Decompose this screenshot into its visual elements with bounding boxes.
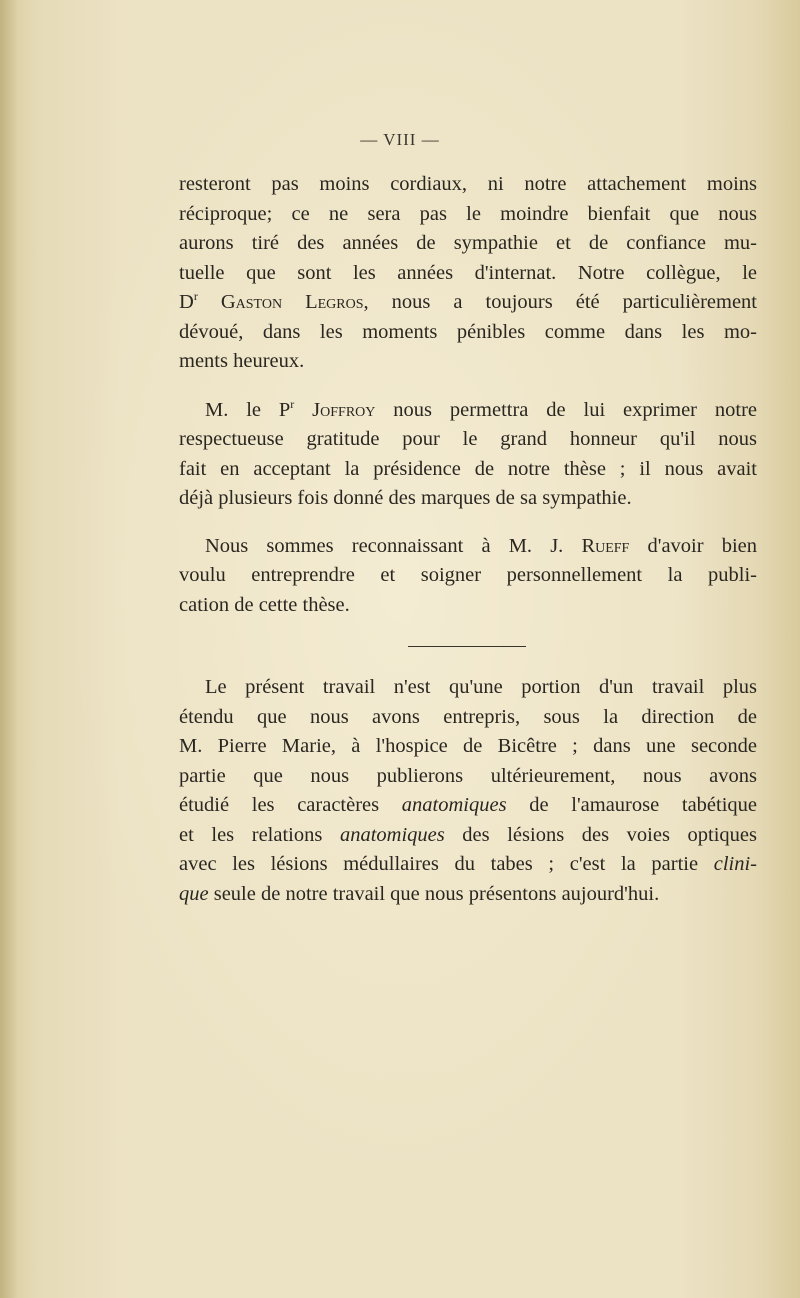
text-fragment: nous permettra de lui exprimer notre <box>375 398 757 421</box>
text-fragment: M. le P <box>205 398 291 421</box>
text-line <box>179 821 757 851</box>
text-line: respectueuse gratitude pour le grand honneur qu'il nous <box>179 428 757 450</box>
text-line: resteront pas moins cordiaux, ni notre attachement moins <box>179 173 757 195</box>
text-line: cation de cette thèse. <box>179 593 350 616</box>
title-abbrev: D <box>179 291 194 313</box>
italic-text: anatomiques <box>401 794 507 816</box>
text-fragment: avec les lésions médullaires du tabes ; c'est la partie <box>179 853 714 875</box>
paragraph-acknowledgement-rueff <box>179 532 757 621</box>
text-body <box>179 170 757 909</box>
text-line: Le présent travail n'est qu'une portion d'un travail plus <box>205 676 757 698</box>
page-number: — VIII — <box>360 130 440 149</box>
text-fragment: étudié les caractères <box>179 794 402 816</box>
text-fragment: Nous sommes reconnaissant à M. J. <box>205 534 582 557</box>
text-line: dévoué, dans les moments pénibles comme dans les mo- <box>179 320 757 343</box>
text-line: tuelle que sont les années d'internat. Notre collègue, le <box>179 261 757 284</box>
person-name: Rueff <box>581 534 630 557</box>
title-superscript: r <box>290 396 295 411</box>
text-fragment: des lésions des voies optiques <box>444 823 758 846</box>
paragraph-work-description <box>179 673 757 909</box>
text-line: partie que nous publierons ultérieurement, nous avons <box>179 764 757 787</box>
person-name: Joffroy <box>312 398 376 421</box>
text-line: fait en acceptant la présidence de notre thèse ; il nous avait <box>179 457 757 480</box>
text-line: déjà plusieurs fois donné des marques de sa sympathie. <box>179 487 632 509</box>
italic-text: anatomiques <box>339 823 445 846</box>
italic-text: clini- <box>713 853 757 875</box>
italic-text: que <box>179 882 209 905</box>
text-line <box>179 288 757 318</box>
text-line: voulu entreprendre et soigner personnellement la publi- <box>179 564 757 586</box>
title-superscript: r <box>193 289 198 303</box>
text-line <box>179 880 757 910</box>
text-line <box>179 396 757 426</box>
text-line: M. Pierre Marie, à l'hospice de Bicêtre ; dans une seconde <box>179 735 757 757</box>
text-line: ments heureux. <box>179 350 305 372</box>
text-fragment: de l'amaurose tabétique <box>506 794 758 816</box>
text-fragment: d'avoir bien <box>629 534 757 557</box>
paragraph-acknowledgement-legros <box>179 170 757 377</box>
text-line <box>179 532 757 562</box>
paragraph-acknowledgement-joffroy <box>179 396 757 514</box>
section-divider <box>408 646 526 647</box>
text-line: réciproque; ce ne sera pas le moindre bienfait que nous <box>179 202 757 225</box>
text-line: étendu que nous avons entrepris, sous la direction de <box>179 705 757 728</box>
text-fragment: et les relations <box>179 823 340 846</box>
text-line <box>179 791 757 821</box>
text-fragment: seule de notre travail que nous présentons aujourd'hui. <box>208 882 660 905</box>
page-edge-shadow <box>0 0 18 1298</box>
text-fragment: , nous a toujours été particulièrement <box>363 291 757 313</box>
text-line <box>179 850 757 880</box>
text-line: aurons tiré des années de sympathie et de confiance mu- <box>179 232 757 254</box>
person-name: Gaston Legros <box>220 291 364 313</box>
